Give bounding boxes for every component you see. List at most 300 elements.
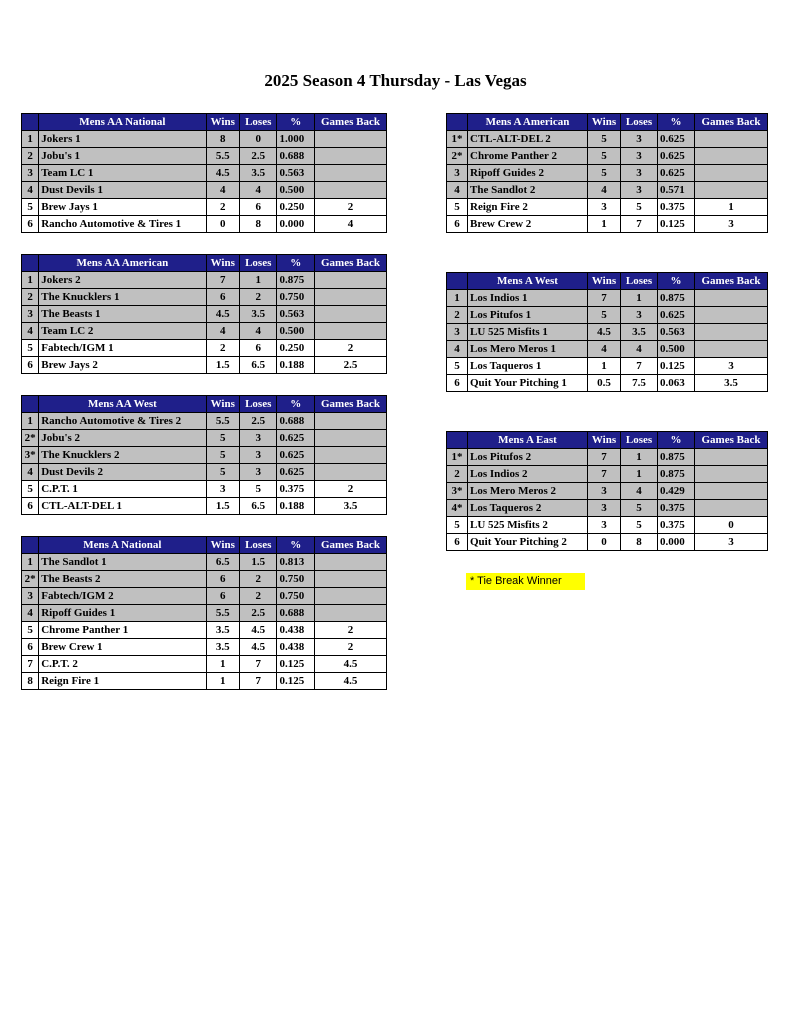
wins-cell: 4.5 xyxy=(206,306,239,323)
loses-cell: 3.5 xyxy=(239,165,277,182)
team-cell: Rancho Automotive & Tires 2 xyxy=(39,413,206,430)
pct-cell: 0.625 xyxy=(277,464,315,481)
wins-header: Wins xyxy=(588,273,621,290)
pct-cell: 0.875 xyxy=(277,272,315,289)
table-row xyxy=(22,605,387,622)
page-title: 2025 Season 4 Thursday - Las Vegas xyxy=(264,71,527,90)
standings-table-mens-a-east xyxy=(446,431,768,551)
rank-cell: 6 xyxy=(22,498,39,515)
pct-cell: 0.375 xyxy=(658,199,695,216)
rank-cell: 5 xyxy=(22,340,39,357)
loses-cell: 3 xyxy=(621,148,658,165)
rank-cell: 6 xyxy=(447,216,468,233)
pct-cell: 0.563 xyxy=(277,306,315,323)
table-row xyxy=(22,622,387,639)
wins-cell: 2 xyxy=(206,199,239,216)
pct-cell: 0.625 xyxy=(658,131,695,148)
wins-cell: 7 xyxy=(588,466,621,483)
team-cell: The Sandlot 1 xyxy=(39,554,206,571)
table-row xyxy=(447,483,768,500)
games-back-cell xyxy=(314,447,386,464)
wins-header: Wins xyxy=(588,432,621,449)
rank-cell: 5 xyxy=(22,622,39,639)
games-back-header: Games Back xyxy=(695,432,768,449)
loses-header: Loses xyxy=(621,273,658,290)
loses-cell: 2 xyxy=(239,588,277,605)
rank-cell: 2 xyxy=(447,307,468,324)
table-row xyxy=(22,498,387,515)
table-row xyxy=(447,324,768,341)
wins-cell: 7 xyxy=(206,272,239,289)
team-cell: Los Taqueros 2 xyxy=(468,500,588,517)
standings-table-mens-aa-american xyxy=(21,254,387,374)
pct-cell: 0.625 xyxy=(277,430,315,447)
games-back-cell: 3.5 xyxy=(314,498,386,515)
team-cell: Quit Your Pitching 2 xyxy=(468,534,588,551)
table-row xyxy=(22,357,387,374)
team-cell: Fabtech/IGM 2 xyxy=(39,588,206,605)
games-back-header: Games Back xyxy=(314,255,386,272)
wins-cell: 4.5 xyxy=(588,324,621,341)
loses-cell: 3 xyxy=(239,447,277,464)
pct-header: % xyxy=(277,396,315,413)
division-name: Mens A American xyxy=(468,114,588,131)
pct-cell: 0.188 xyxy=(277,357,315,374)
loses-cell: 4 xyxy=(621,341,658,358)
team-cell: The Sandlot 2 xyxy=(468,182,588,199)
pct-cell: 0.563 xyxy=(277,165,315,182)
wins-cell: 3 xyxy=(206,481,239,498)
table-row xyxy=(22,464,387,481)
table-row xyxy=(22,571,387,588)
wins-header: Wins xyxy=(206,396,239,413)
games-back-cell: 3 xyxy=(695,534,768,551)
wins-cell: 3 xyxy=(588,483,621,500)
games-back-cell: 2.5 xyxy=(314,357,386,374)
table-row xyxy=(447,466,768,483)
table-row xyxy=(447,517,768,534)
rank-header xyxy=(447,114,468,131)
pct-header: % xyxy=(277,114,315,131)
games-back-cell: 3.5 xyxy=(695,375,768,392)
wins-cell: 4 xyxy=(588,341,621,358)
games-back-cell: 3 xyxy=(695,216,768,233)
loses-cell: 1 xyxy=(621,449,658,466)
table-row xyxy=(22,289,387,306)
table-row xyxy=(22,323,387,340)
table-row xyxy=(22,148,387,165)
table-row xyxy=(447,375,768,392)
division-name: Mens A National xyxy=(39,537,206,554)
wins-cell: 4 xyxy=(206,182,239,199)
wins-cell: 5 xyxy=(206,430,239,447)
loses-cell: 5 xyxy=(239,481,277,498)
pct-cell: 0.063 xyxy=(658,375,695,392)
team-cell: Ripoff Guides 1 xyxy=(39,605,206,622)
pct-cell: 0.375 xyxy=(277,481,315,498)
rank-cell: 6 xyxy=(447,534,468,551)
loses-header: Loses xyxy=(621,114,658,131)
wins-cell: 5 xyxy=(588,131,621,148)
games-back-cell xyxy=(314,430,386,447)
pct-cell: 1.000 xyxy=(277,131,315,148)
wins-cell: 1 xyxy=(206,656,239,673)
wins-cell: 4 xyxy=(588,182,621,199)
loses-cell: 3 xyxy=(621,182,658,199)
pct-cell: 0.438 xyxy=(277,639,315,656)
loses-cell: 2.5 xyxy=(239,413,277,430)
rank-cell: 3 xyxy=(22,588,39,605)
loses-cell: 6.5 xyxy=(239,357,277,374)
team-cell: Jokers 1 xyxy=(39,131,206,148)
team-cell: Quit Your Pitching 1 xyxy=(468,375,588,392)
wins-header: Wins xyxy=(206,255,239,272)
pct-cell: 0.375 xyxy=(658,500,695,517)
table-header-row xyxy=(22,114,387,131)
rank-cell: 1 xyxy=(22,413,39,430)
rank-cell: 2 xyxy=(22,289,39,306)
loses-cell: 3 xyxy=(621,165,658,182)
table-header-row xyxy=(22,537,387,554)
table-header-row xyxy=(447,432,768,449)
wins-cell: 3 xyxy=(588,500,621,517)
pct-cell: 0.438 xyxy=(277,622,315,639)
table-row xyxy=(22,673,387,690)
table-row xyxy=(447,148,768,165)
loses-cell: 2 xyxy=(239,289,277,306)
rank-cell: 3* xyxy=(22,447,39,464)
table-row xyxy=(22,306,387,323)
table-row xyxy=(22,656,387,673)
rank-cell: 3 xyxy=(22,306,39,323)
division-name: Mens AA West xyxy=(39,396,206,413)
games-back-cell xyxy=(314,306,386,323)
games-back-cell xyxy=(695,341,768,358)
rank-cell: 4 xyxy=(22,323,39,340)
team-cell: Los Mero Meros 1 xyxy=(468,341,588,358)
loses-header: Loses xyxy=(239,396,277,413)
rank-cell: 8 xyxy=(22,673,39,690)
pct-cell: 0.571 xyxy=(658,182,695,199)
loses-cell: 2.5 xyxy=(239,148,277,165)
loses-cell: 0 xyxy=(239,131,277,148)
table-row xyxy=(447,182,768,199)
wins-cell: 5.5 xyxy=(206,413,239,430)
games-back-cell xyxy=(314,182,386,199)
wins-header: Wins xyxy=(206,537,239,554)
team-cell: Dust Devils 2 xyxy=(39,464,206,481)
games-back-header: Games Back xyxy=(314,537,386,554)
loses-cell: 7.5 xyxy=(621,375,658,392)
games-back-cell xyxy=(314,165,386,182)
team-cell: Los Pitufos 2 xyxy=(468,449,588,466)
rank-cell: 1 xyxy=(22,272,39,289)
table-row xyxy=(447,358,768,375)
team-cell: C.P.T. 1 xyxy=(39,481,206,498)
wins-cell: 2 xyxy=(206,340,239,357)
games-back-cell: 4.5 xyxy=(314,673,386,690)
rank-header xyxy=(22,255,39,272)
team-cell: The Knucklers 2 xyxy=(39,447,206,464)
table-row xyxy=(22,199,387,216)
rank-cell: 5 xyxy=(447,199,468,216)
games-back-cell xyxy=(695,500,768,517)
rank-header xyxy=(22,114,39,131)
division-name: Mens AA National xyxy=(39,114,206,131)
games-back-cell xyxy=(695,131,768,148)
standings-table-mens-a-national xyxy=(21,536,387,690)
pct-cell: 0.429 xyxy=(658,483,695,500)
pct-cell: 0.688 xyxy=(277,605,315,622)
loses-cell: 2 xyxy=(239,571,277,588)
games-back-cell: 2 xyxy=(314,639,386,656)
team-cell: LU 525 Misfits 2 xyxy=(468,517,588,534)
team-cell: Brew Jays 1 xyxy=(39,199,206,216)
loses-cell: 4.5 xyxy=(239,639,277,656)
pct-cell: 0.500 xyxy=(277,323,315,340)
rank-cell: 1* xyxy=(447,131,468,148)
pct-cell: 0.750 xyxy=(277,571,315,588)
rank-cell: 4 xyxy=(22,464,39,481)
team-cell: Team LC 2 xyxy=(39,323,206,340)
games-back-cell xyxy=(314,464,386,481)
games-back-cell xyxy=(314,148,386,165)
table-row xyxy=(22,131,387,148)
team-cell: Brew Jays 2 xyxy=(39,357,206,374)
pct-cell: 0.688 xyxy=(277,148,315,165)
rank-cell: 7 xyxy=(22,656,39,673)
division-name: Mens A East xyxy=(468,432,588,449)
loses-cell: 7 xyxy=(239,656,277,673)
rank-cell: 3 xyxy=(447,165,468,182)
loses-header: Loses xyxy=(621,432,658,449)
team-cell: Chrome Panther 2 xyxy=(468,148,588,165)
loses-cell: 3 xyxy=(239,430,277,447)
team-cell: Los Pitufos 1 xyxy=(468,307,588,324)
team-cell: Jobu's 1 xyxy=(39,148,206,165)
table-row xyxy=(447,307,768,324)
team-cell: The Beasts 1 xyxy=(39,306,206,323)
wins-cell: 8 xyxy=(206,131,239,148)
team-cell: Rancho Automotive & Tires 1 xyxy=(39,216,206,233)
rank-cell: 4 xyxy=(22,605,39,622)
pct-cell: 0.500 xyxy=(277,182,315,199)
rank-header xyxy=(22,396,39,413)
table-row xyxy=(22,413,387,430)
team-cell: Brew Crew 2 xyxy=(468,216,588,233)
rank-cell: 1 xyxy=(22,554,39,571)
table-row xyxy=(447,500,768,517)
wins-cell: 5 xyxy=(588,148,621,165)
rank-cell: 4 xyxy=(447,341,468,358)
rank-cell: 3* xyxy=(447,483,468,500)
games-back-header: Games Back xyxy=(695,114,768,131)
rank-cell: 4 xyxy=(22,182,39,199)
rank-cell: 2* xyxy=(447,148,468,165)
rank-header xyxy=(447,273,468,290)
games-back-cell: 2 xyxy=(314,199,386,216)
loses-cell: 1 xyxy=(621,466,658,483)
wins-cell: 7 xyxy=(588,290,621,307)
games-back-cell xyxy=(314,289,386,306)
table-row xyxy=(22,447,387,464)
team-cell: Los Indios 2 xyxy=(468,466,588,483)
games-back-cell: 0 xyxy=(695,517,768,534)
table-row xyxy=(447,165,768,182)
standings-table-mens-aa-west xyxy=(21,395,387,515)
pct-cell: 0.000 xyxy=(277,216,315,233)
standings-table-mens-a-west xyxy=(446,272,768,392)
rank-header xyxy=(22,537,39,554)
team-cell: Reign Fire 2 xyxy=(468,199,588,216)
loses-cell: 7 xyxy=(621,358,658,375)
games-back-cell xyxy=(695,165,768,182)
rank-cell: 1 xyxy=(447,290,468,307)
loses-cell: 5 xyxy=(621,500,658,517)
games-back-cell xyxy=(314,413,386,430)
table-row xyxy=(447,199,768,216)
rank-cell: 2 xyxy=(447,466,468,483)
team-cell: Chrome Panther 1 xyxy=(39,622,206,639)
pct-cell: 0.188 xyxy=(277,498,315,515)
pct-header: % xyxy=(658,432,695,449)
team-cell: Ripoff Guides 2 xyxy=(468,165,588,182)
pct-cell: 0.688 xyxy=(277,413,315,430)
team-cell: LU 525 Misfits 1 xyxy=(468,324,588,341)
games-back-cell xyxy=(695,483,768,500)
wins-cell: 6 xyxy=(206,588,239,605)
games-back-cell xyxy=(314,131,386,148)
wins-cell: 1 xyxy=(206,673,239,690)
loses-cell: 7 xyxy=(621,216,658,233)
loses-cell: 7 xyxy=(239,673,277,690)
table-row xyxy=(447,131,768,148)
wins-cell: 5 xyxy=(206,447,239,464)
games-back-cell xyxy=(695,449,768,466)
pct-cell: 0.125 xyxy=(277,673,315,690)
pct-cell: 0.625 xyxy=(658,148,695,165)
table-row xyxy=(22,272,387,289)
wins-cell: 4.5 xyxy=(206,165,239,182)
wins-cell: 0.5 xyxy=(588,375,621,392)
team-cell: Dust Devils 1 xyxy=(39,182,206,199)
rank-cell: 5 xyxy=(22,199,39,216)
table-row xyxy=(447,216,768,233)
pct-cell: 0.563 xyxy=(658,324,695,341)
pct-cell: 0.813 xyxy=(277,554,315,571)
wins-cell: 5 xyxy=(588,165,621,182)
loses-cell: 4.5 xyxy=(239,622,277,639)
rank-cell: 5 xyxy=(447,517,468,534)
rank-cell: 2* xyxy=(22,430,39,447)
table-row xyxy=(22,165,387,182)
wins-cell: 3 xyxy=(588,517,621,534)
wins-cell: 1.5 xyxy=(206,498,239,515)
standings-table-mens-aa-national xyxy=(21,113,387,233)
wins-cell: 6.5 xyxy=(206,554,239,571)
team-cell: C.P.T. 2 xyxy=(39,656,206,673)
loses-header: Loses xyxy=(239,114,277,131)
team-cell: CTL-ALT-DEL 1 xyxy=(39,498,206,515)
games-back-header: Games Back xyxy=(695,273,768,290)
loses-cell: 2.5 xyxy=(239,605,277,622)
wins-cell: 3.5 xyxy=(206,639,239,656)
pct-cell: 0.875 xyxy=(658,449,695,466)
rank-cell: 6 xyxy=(22,639,39,656)
loses-cell: 3.5 xyxy=(621,324,658,341)
rank-cell: 4 xyxy=(447,182,468,199)
table-row xyxy=(22,588,387,605)
pct-cell: 0.750 xyxy=(277,588,315,605)
table-row xyxy=(447,290,768,307)
wins-cell: 3.5 xyxy=(206,622,239,639)
wins-cell: 0 xyxy=(206,216,239,233)
pct-cell: 0.125 xyxy=(277,656,315,673)
team-cell: Los Indios 1 xyxy=(468,290,588,307)
loses-cell: 6.5 xyxy=(239,498,277,515)
table-header-row xyxy=(447,114,768,131)
table-row xyxy=(22,430,387,447)
wins-cell: 1.5 xyxy=(206,357,239,374)
games-back-cell xyxy=(695,307,768,324)
games-back-cell: 2 xyxy=(314,622,386,639)
table-row xyxy=(447,449,768,466)
loses-cell: 4 xyxy=(621,483,658,500)
team-cell: Brew Crew 1 xyxy=(39,639,206,656)
rank-cell: 3 xyxy=(447,324,468,341)
games-back-cell xyxy=(314,323,386,340)
loses-cell: 1 xyxy=(621,290,658,307)
wins-cell: 6 xyxy=(206,289,239,306)
wins-cell: 5.5 xyxy=(206,605,239,622)
team-cell: Los Mero Meros 2 xyxy=(468,483,588,500)
pct-header: % xyxy=(277,255,315,272)
games-back-cell xyxy=(695,148,768,165)
wins-cell: 6 xyxy=(206,571,239,588)
rank-cell: 3 xyxy=(22,165,39,182)
team-cell: Team LC 1 xyxy=(39,165,206,182)
team-cell: CTL-ALT-DEL 2 xyxy=(468,131,588,148)
team-cell: Fabtech/IGM 1 xyxy=(39,340,206,357)
games-back-cell xyxy=(314,571,386,588)
loses-cell: 6 xyxy=(239,199,277,216)
games-back-cell xyxy=(314,605,386,622)
rank-cell: 6 xyxy=(22,216,39,233)
division-name: Mens A West xyxy=(468,273,588,290)
loses-header: Loses xyxy=(239,255,277,272)
rank-cell: 2* xyxy=(22,571,39,588)
pct-header: % xyxy=(658,273,695,290)
pct-cell: 0.625 xyxy=(277,447,315,464)
table-row xyxy=(447,534,768,551)
pct-cell: 0.875 xyxy=(658,466,695,483)
loses-cell: 3 xyxy=(239,464,277,481)
wins-cell: 5.5 xyxy=(206,148,239,165)
pct-cell: 0.125 xyxy=(658,358,695,375)
table-row xyxy=(22,554,387,571)
pct-cell: 0.375 xyxy=(658,517,695,534)
games-back-cell: 4 xyxy=(314,216,386,233)
loses-cell: 3 xyxy=(621,307,658,324)
table-row xyxy=(22,481,387,498)
games-back-cell: 3 xyxy=(695,358,768,375)
pct-cell: 0.750 xyxy=(277,289,315,306)
team-cell: Los Taqueros 1 xyxy=(468,358,588,375)
team-cell: The Knucklers 1 xyxy=(39,289,206,306)
wins-cell: 5 xyxy=(206,464,239,481)
division-name: Mens AA American xyxy=(39,255,206,272)
games-back-cell xyxy=(314,272,386,289)
